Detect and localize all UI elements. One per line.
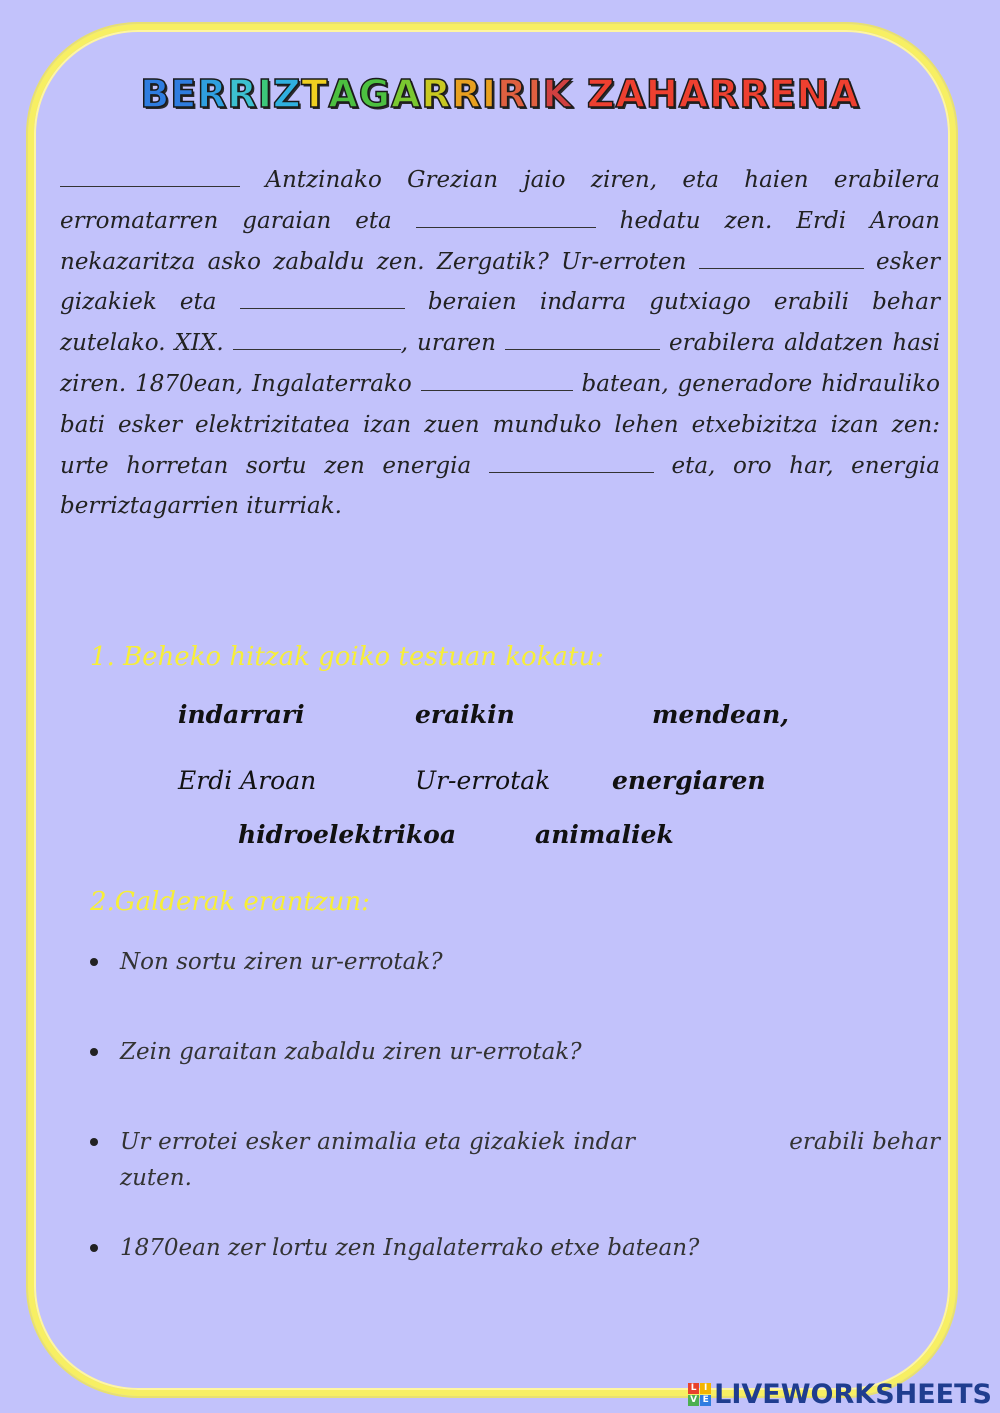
title-letter: G: [358, 72, 391, 116]
text-segment: batean, generadore hidrauliko bati esker elektrizitatea izan zuen munduko lehen etxebizitza izan zen: urte horretan sortu zen energia: [60, 370, 940, 479]
question-text: Ur errotei esker animalia eta gizakiek indar erabili behar zuten.: [120, 1129, 948, 1191]
text-segment: hedatu zen. Erdi Aroan nekazaritza asko zabaldu zen. Zergatik? Ur-erroten: [60, 207, 940, 275]
blank-1[interactable]: [60, 162, 240, 187]
text-segment: erabilera aldatzen hasi ziren. 1870ean, Ingalaterrako: [60, 330, 941, 397]
bullet-icon: [90, 1138, 98, 1146]
question-text: Zein garaitan zabaldu ziren ur-errotak?: [120, 1039, 582, 1065]
text-segment: Antzinako Grezian jaio ziren, eta haien erabilera erromatarren garaian eta: [60, 167, 940, 234]
worksheet-title: [0, 72, 1000, 116]
text-segment: eta, oro har, energia berriztagarrien iturriak.: [60, 452, 941, 520]
title-letter: I: [527, 72, 543, 116]
title-letter: B: [140, 72, 171, 116]
title-letter: R: [227, 72, 258, 116]
title-letter: R: [497, 72, 528, 116]
logo-tile: E: [700, 1395, 711, 1406]
blank-7[interactable]: [421, 366, 573, 391]
word-option[interactable]: animaliek: [535, 820, 674, 849]
text-segment: esker gizakiek eta: [60, 248, 941, 316]
title-letter: T: [301, 72, 329, 116]
title-letter: K: [542, 72, 573, 116]
blank-2[interactable]: [416, 203, 596, 228]
logo-tile: V: [688, 1395, 699, 1406]
blank-4[interactable]: [240, 284, 405, 309]
title-letter: I: [481, 72, 498, 116]
question-text: 1870ean zer lortu zen Ingalaterrako etxe batean?: [120, 1235, 700, 1261]
section-2-heading: 2.Galderak erantzun:: [90, 887, 370, 917]
blank-5[interactable]: [233, 325, 401, 350]
bullet-icon: [90, 958, 98, 966]
title-letter: A: [390, 72, 422, 116]
section-1-heading: 1. Beheko hitzak goiko testuan kokatu:: [90, 642, 604, 672]
title-letter: R: [421, 72, 452, 116]
bullet-icon: [90, 1244, 98, 1252]
title-letter: A: [328, 72, 359, 116]
word-option[interactable]: hidroelektrikoa: [238, 820, 457, 849]
text-segment: , uraren: [400, 330, 496, 357]
word-option[interactable]: indarrari: [178, 700, 305, 729]
text-segment: beraien indarra gutxiago erabili behar zutelako. XIX.: [60, 289, 940, 357]
word-option[interactable]: energiaren: [612, 766, 766, 795]
blank-3[interactable]: [699, 244, 864, 269]
title-letter: Z: [272, 72, 302, 116]
logo-tile: I: [700, 1383, 711, 1394]
question-item: [90, 1230, 940, 1270]
word-option[interactable]: mendean,: [652, 700, 789, 729]
blank-6[interactable]: [505, 325, 660, 350]
question-item: [90, 1124, 948, 1200]
logo-mark-icon: [688, 1383, 711, 1406]
title-letter: I: [257, 72, 273, 116]
liveworksheets-logo: [688, 1379, 992, 1409]
question-item: [90, 944, 940, 984]
blank-8[interactable]: [489, 448, 654, 473]
reading-text: [60, 160, 940, 527]
question-text: Non sortu ziren ur-errotak?: [120, 949, 443, 975]
bullet-icon: [90, 1048, 98, 1056]
title-letter: ZAHARRENA: [586, 72, 860, 116]
word-option[interactable]: Ur-errotak: [415, 766, 551, 795]
title-letter: R: [451, 72, 482, 116]
title-letter: E: [170, 72, 198, 116]
logo-text: LIVEWORKSHEETS: [714, 1378, 992, 1410]
title-letter: R: [197, 72, 228, 116]
word-option[interactable]: Erdi Aroan: [178, 766, 317, 795]
word-option[interactable]: eraikin: [415, 700, 515, 729]
question-item: [90, 1034, 940, 1074]
logo-tile: L: [688, 1383, 699, 1394]
